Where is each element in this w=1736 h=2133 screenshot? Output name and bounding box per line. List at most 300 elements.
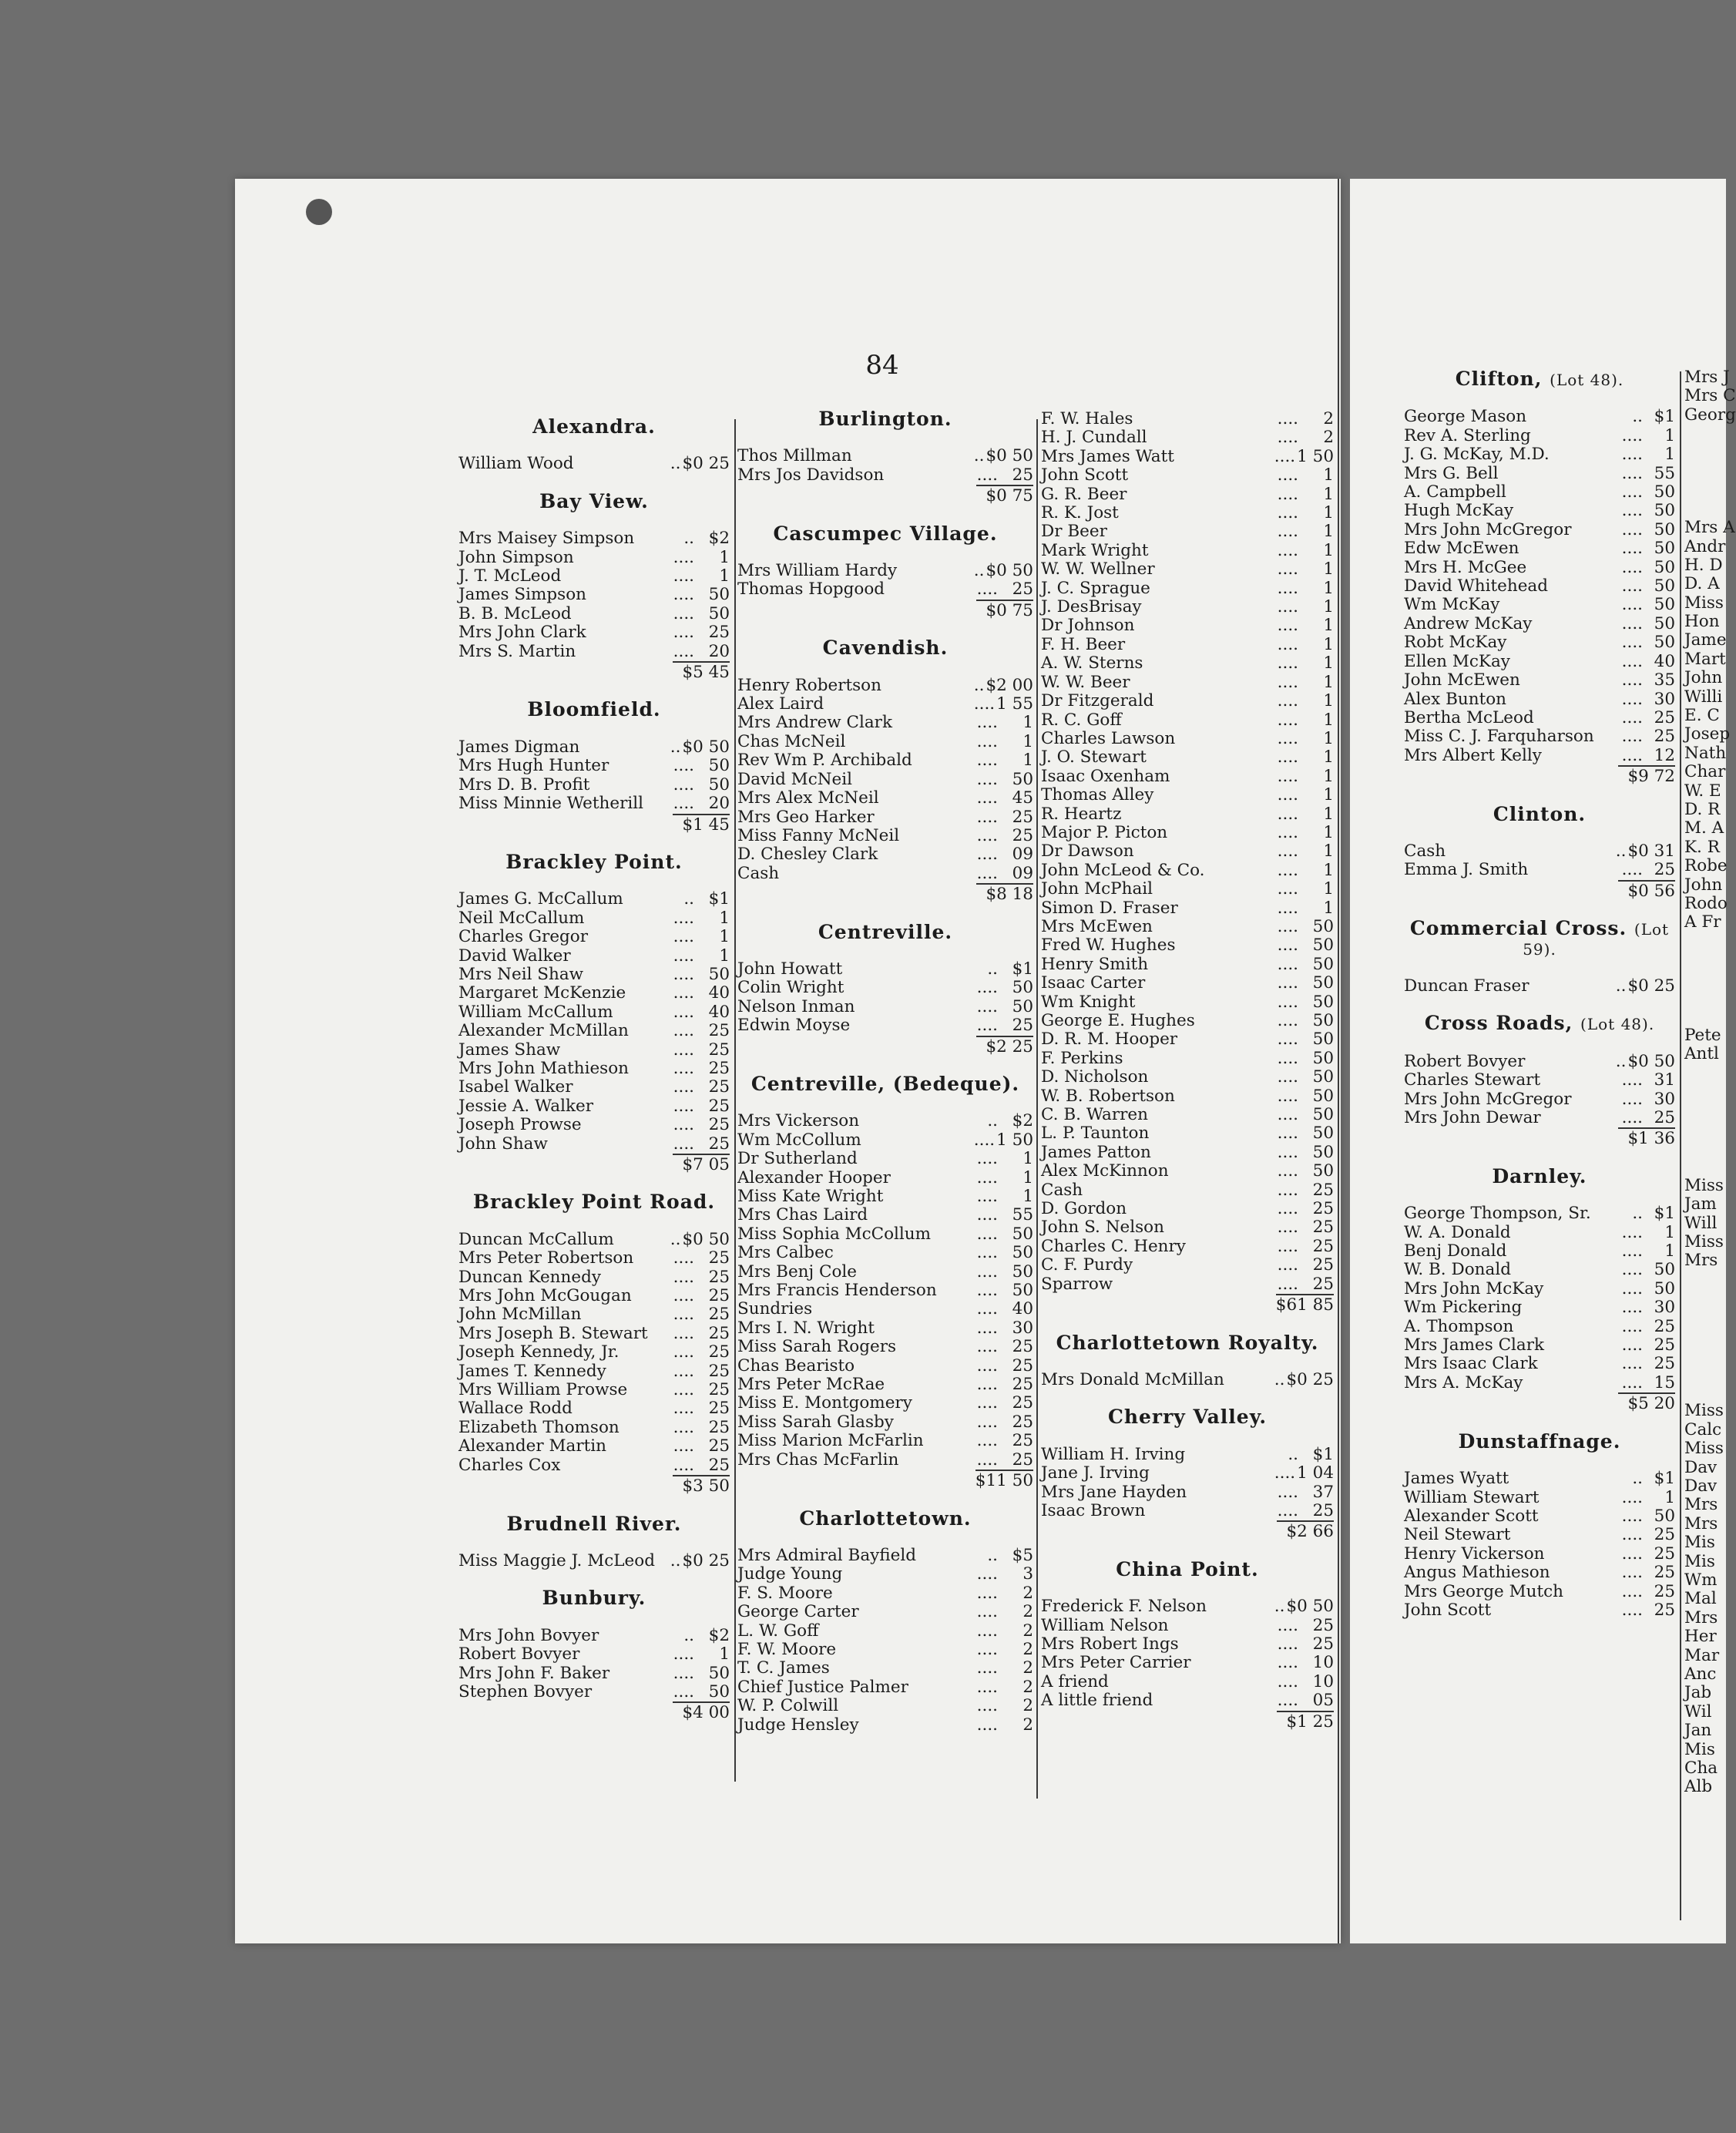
section-heading-text: Clifton, <box>1455 368 1543 390</box>
donor-name: William Wood <box>458 454 574 474</box>
leader-dots: .... <box>673 547 694 567</box>
donor-name: John McLeod & Co. <box>1041 860 1205 880</box>
donation-amount: 50 <box>1312 973 1334 993</box>
donor-row <box>737 808 1033 827</box>
donation-amount: 1 <box>719 927 730 947</box>
donor-row <box>458 1305 730 1324</box>
donor-row <box>1041 1446 1334 1464</box>
section-heading <box>458 1191 730 1214</box>
donation-amount: 50 <box>1654 613 1675 633</box>
section-total-value: $8 18 <box>976 883 1033 904</box>
donation-amount: 50 <box>1654 1506 1675 1526</box>
section-gap <box>737 428 1033 447</box>
donation-amount: 1 <box>1323 747 1334 768</box>
cut-off-name-fragment <box>1684 425 1731 443</box>
donor-row <box>737 1584 1033 1603</box>
donor-name: Stephen Bovyer <box>458 1681 593 1701</box>
leader-dots: .... <box>976 807 998 827</box>
donation-amount: 1 50 <box>996 1130 1033 1150</box>
donor-name: Mrs Admiral Bayfield <box>737 1545 916 1565</box>
donation-amount: 50 <box>1012 1261 1033 1281</box>
donor-name: Mrs William Prowse <box>458 1380 628 1400</box>
leader-dots: .... <box>673 1681 694 1701</box>
leader-dots: .... <box>1621 1372 1643 1392</box>
donor-name: Miss E. Montgomery <box>737 1393 912 1413</box>
donor-row <box>458 984 730 1003</box>
donor-name: Judge Hensley <box>737 1715 859 1735</box>
donation-amount: 50 <box>708 964 730 984</box>
donor-name: R. Heartz <box>1041 804 1122 824</box>
cut-off-name-fragment: Mrs <box>1684 1513 1718 1533</box>
donation-amount: 50 <box>708 603 730 623</box>
leader-dots: .. <box>973 446 985 466</box>
donation-amount: $5 <box>1012 1545 1033 1565</box>
section-total-value: $2 66 <box>1277 1520 1334 1541</box>
donor-row <box>1041 1691 1334 1710</box>
section-heading-text: Darnley. <box>1492 1164 1587 1187</box>
leader-dots: .... <box>1277 1048 1298 1068</box>
donation-amount: 50 <box>1312 935 1334 956</box>
donor-name: John Howatt <box>737 959 843 979</box>
donor-name: Mrs Peter Robertson <box>458 1248 634 1268</box>
donor-name: Joseph Kennedy, Jr. <box>458 1342 620 1362</box>
donation-amount: $0 50 <box>682 1229 730 1249</box>
leader-dots: .... <box>1277 841 1298 862</box>
cut-off-name-fragment <box>1684 970 1731 989</box>
cut-off-name-fragment: D. R <box>1684 799 1721 819</box>
cut-off-name-fragment: Mis <box>1684 1533 1715 1553</box>
donation-amount: 37 <box>1312 1482 1334 1502</box>
cut-off-name-fragment <box>1684 1157 1731 1176</box>
donor-row <box>458 1645 730 1664</box>
donor-row <box>458 1552 730 1570</box>
donor-name: Miss Sarah Rogers <box>737 1337 897 1357</box>
donor-name: Mrs John McGregor <box>1404 1089 1572 1109</box>
leader-dots: .... <box>673 1286 694 1306</box>
donor-row <box>1041 786 1334 804</box>
leader-dots: .... <box>976 1299 998 1319</box>
donation-amount: 50 <box>1654 501 1675 521</box>
donor-name: Mrs Hugh Hunter <box>458 756 609 776</box>
donation-amount: 50 <box>1312 992 1334 1012</box>
donation-amount: 50 <box>1312 1124 1334 1144</box>
leader-dots: .... <box>1621 539 1643 559</box>
donation-amount: 25 <box>1012 1412 1033 1432</box>
leader-dots: .... <box>976 769 998 789</box>
donation-amount: 25 <box>1654 1316 1675 1336</box>
donation-amount: $0 50 <box>986 561 1033 581</box>
donor-name: William McCallum <box>458 1002 613 1022</box>
leader-dots: .... <box>1277 1236 1298 1256</box>
donor-name: Mrs John Mathieson <box>458 1058 629 1078</box>
donation-amount: 50 <box>1012 996 1033 1016</box>
leader-dots: .... <box>1277 1615 1298 1635</box>
section-gap <box>737 1528 1033 1547</box>
leader-dots: .... <box>1621 576 1643 596</box>
leader-dots: .... <box>1277 1218 1298 1238</box>
donor-row <box>458 1060 730 1078</box>
section-gap <box>1404 1034 1675 1053</box>
leader-dots: .... <box>1621 1335 1643 1355</box>
donor-name: Mrs James Clark <box>1404 1335 1545 1355</box>
donor-row <box>1041 636 1334 654</box>
leader-dots: .... <box>1277 597 1298 617</box>
cut-off-name-fragment: Mrs A <box>1684 518 1735 538</box>
donor-row <box>737 1678 1033 1697</box>
donation-amount: 1 <box>1664 1487 1675 1507</box>
donor-name: W. B. Robertson <box>1041 1086 1175 1106</box>
leader-dots: .... <box>1621 1600 1643 1620</box>
donor-row <box>737 562 1033 580</box>
leader-dots: .... <box>976 996 998 1016</box>
donation-amount: 1 <box>1022 1149 1033 1169</box>
donation-amount: 1 <box>1323 616 1334 636</box>
leader-dots: .... <box>1277 935 1298 956</box>
donor-name: Mrs McEwen <box>1041 916 1153 936</box>
donor-row <box>737 1659 1033 1678</box>
leader-dots: .... <box>1621 707 1643 727</box>
donation-amount: 1 <box>1323 653 1334 673</box>
leader-dots: .... <box>1277 578 1298 598</box>
donor-name: G. R. Beer <box>1041 484 1127 504</box>
leader-dots: .... <box>976 731 998 751</box>
donor-name: Wm Knight <box>1041 992 1136 1012</box>
donor-name: Henry Robertson <box>737 675 881 695</box>
donor-row <box>737 447 1033 465</box>
section-total <box>737 485 1033 506</box>
donor-name: Dr Fitzgerald <box>1041 691 1154 711</box>
donor-row <box>737 865 1033 883</box>
donation-amount: 25 <box>1012 1431 1033 1451</box>
donation-amount: 25 <box>1012 807 1033 827</box>
donor-name: Mrs Jos Davidson <box>737 465 885 485</box>
donor-name: Mrs G. Bell <box>1404 463 1499 483</box>
leader-dots: .... <box>1277 916 1298 936</box>
leader-dots: .... <box>1277 672 1298 692</box>
donation-amount: 50 <box>1654 519 1675 539</box>
donor-name: John Simpson <box>458 547 574 567</box>
donation-amount: 25 <box>708 1248 730 1268</box>
cut-off-name-fragment: Dav <box>1684 1457 1718 1477</box>
donation-amount: 25 <box>1654 1600 1675 1620</box>
donation-amount: 2 <box>1022 1602 1033 1622</box>
leader-dots: .... <box>1277 1105 1298 1125</box>
leader-dots: .... <box>673 641 694 661</box>
donor-row <box>1041 1068 1334 1087</box>
donation-amount: 25 <box>708 1286 730 1306</box>
donor-row <box>1404 577 1675 596</box>
donor-row <box>737 771 1033 789</box>
section-total <box>1404 1127 1675 1148</box>
leader-dots: .... <box>1621 557 1643 577</box>
donation-amount: 25 <box>1654 1108 1675 1127</box>
leader-dots: .... <box>1621 445 1643 465</box>
donor-row <box>1041 880 1334 899</box>
leader-dots: .... <box>1277 1067 1298 1087</box>
section-heading-text: Cross Roads, <box>1424 1012 1573 1035</box>
donor-row <box>1041 1464 1334 1483</box>
donor-name: Alexander Martin <box>458 1436 606 1456</box>
donor-row <box>1404 709 1675 727</box>
section-gap <box>458 872 730 890</box>
donor-name: Mrs Chas McFarlin <box>737 1449 899 1470</box>
section-heading-text: Centreville, (Bedeque). <box>750 1072 1020 1095</box>
leader-dots: .... <box>673 1361 694 1381</box>
donor-name: Miss Maggie J. McLeod <box>458 1550 655 1570</box>
donor-row <box>1404 1545 1675 1564</box>
donor-name: Mrs John McGregor <box>1404 519 1572 539</box>
donor-row <box>737 979 1033 997</box>
donor-row <box>458 1268 730 1287</box>
donor-row <box>1404 1336 1675 1355</box>
leader-dots: .... <box>976 1337 998 1357</box>
donor-name: C. F. Purdy <box>1041 1255 1133 1275</box>
donor-name: F. W. Moore <box>737 1639 837 1659</box>
donor-name: D. Gordon <box>1041 1199 1127 1219</box>
donor-row <box>458 1003 730 1022</box>
section-heading <box>458 700 730 719</box>
donor-name: Benj Donald <box>1404 1241 1507 1261</box>
leader-dots: .. <box>670 737 681 757</box>
cut-off-name-fragment: Dav <box>1684 1476 1718 1496</box>
donor-name: Thomas Alley <box>1041 785 1154 805</box>
donor-name: Duncan Fraser <box>1404 976 1529 996</box>
donation-amount: 1 <box>719 547 730 567</box>
donation-amount: 25 <box>1312 1218 1334 1238</box>
section-heading <box>458 850 730 873</box>
donor-name: W. W. Wellner <box>1041 559 1155 579</box>
donor-row <box>458 738 730 757</box>
leader-dots: .... <box>673 1267 694 1287</box>
leader-dots: .... <box>976 1696 998 1716</box>
donation-amount: 50 <box>1312 916 1334 936</box>
donor-row <box>1041 1673 1334 1691</box>
donor-name: Miss C. J. Farquharson <box>1404 727 1594 747</box>
column-rule <box>734 419 736 1782</box>
donor-name: Duncan Kennedy <box>458 1267 602 1287</box>
section-heading <box>1041 1331 1334 1354</box>
donor-name: Chas Bearisto <box>737 1355 855 1376</box>
donor-row <box>1041 1654 1334 1672</box>
section-total-value: $2 25 <box>976 1036 1033 1056</box>
donor-row <box>458 1683 730 1701</box>
leader-dots: .... <box>976 1261 998 1281</box>
donor-name: Miss Fanny McNeil <box>737 825 900 845</box>
donation-amount: 1 <box>1664 1222 1675 1242</box>
donor-name: Mrs Alex McNeil <box>737 788 879 808</box>
section-subheading: (Lot 59). <box>1523 920 1670 959</box>
section-heading-text: Cascumpec Village. <box>773 522 998 545</box>
leader-dots: .... <box>1277 1634 1298 1654</box>
punch-hole <box>306 199 332 225</box>
donor-row <box>1041 1012 1334 1030</box>
donor-row <box>737 1150 1033 1168</box>
donation-amount: 1 <box>1323 484 1334 504</box>
donation-amount: 50 <box>1012 978 1033 998</box>
donation-amount: 25 <box>708 1436 730 1456</box>
section-gap <box>1404 824 1675 842</box>
leader-dots: .... <box>973 694 996 714</box>
section-heading <box>458 415 730 438</box>
donation-amount: 1 <box>1323 804 1334 824</box>
donation-amount: $2 <box>1012 1111 1033 1131</box>
donor-row <box>737 1281 1033 1300</box>
leader-dots: .... <box>1277 1142 1298 1162</box>
donor-row <box>737 1319 1033 1338</box>
donor-name: Edw McEwen <box>1404 539 1519 559</box>
leader-dots: .... <box>673 1058 694 1078</box>
donor-row <box>1404 727 1675 746</box>
donor-row <box>458 605 730 623</box>
donor-row <box>1404 1470 1675 1488</box>
section-heading <box>1404 1014 1675 1033</box>
donor-name: Ellen McKay <box>1404 651 1510 671</box>
leader-dots: .. <box>1632 1469 1643 1489</box>
donor-row <box>1041 1597 1334 1616</box>
donation-amount: 25 <box>708 1058 730 1078</box>
donation-amount: 1 <box>1022 731 1033 751</box>
leader-dots: .. <box>670 1229 681 1249</box>
donation-amount: 25 <box>1012 825 1033 845</box>
donor-row <box>737 1547 1033 1565</box>
donation-amount: 1 <box>1323 822 1334 842</box>
donor-name: Mrs Vickerson <box>737 1111 860 1131</box>
leader-dots: .... <box>1277 1482 1298 1502</box>
cut-off-name-fragment <box>1684 1139 1731 1157</box>
leader-dots: .... <box>1277 954 1298 974</box>
cut-off-name-fragment: Mrs <box>1684 1251 1718 1271</box>
donor-row <box>1404 1583 1675 1601</box>
leader-dots: .... <box>1277 879 1298 899</box>
donation-amount: 25 <box>1012 1375 1033 1395</box>
section-gap <box>458 720 730 738</box>
donation-amount: 50 <box>708 774 730 794</box>
cut-off-name-fragment: Char <box>1684 762 1726 782</box>
section-heading <box>458 1587 730 1610</box>
donor-row <box>737 751 1033 770</box>
donor-row <box>1404 615 1675 633</box>
donor-row <box>1404 1109 1675 1127</box>
donor-row <box>458 586 730 604</box>
leader-dots: .... <box>1621 651 1643 671</box>
donation-amount: 30 <box>1012 1318 1033 1338</box>
donor-name: Dr Dawson <box>1041 841 1134 862</box>
donor-name: Mrs John Clark <box>458 623 586 643</box>
leader-dots: .... <box>976 579 998 600</box>
leader-dots: .... <box>1621 1354 1643 1374</box>
donor-row <box>458 1231 730 1249</box>
cut-off-name-fragment: Miss <box>1684 1401 1724 1421</box>
donation-amount: 50 <box>1312 1105 1334 1125</box>
donation-amount: 50 <box>1312 1067 1334 1087</box>
leader-dots: .... <box>1621 1563 1643 1583</box>
leader-dots: .... <box>1274 1463 1296 1483</box>
donation-amount: 1 <box>1664 1241 1675 1261</box>
section-total-value: $4 00 <box>673 1701 730 1722</box>
cut-off-name-fragment <box>1684 1365 1731 1383</box>
page-number: 84 <box>865 350 899 381</box>
donor-row <box>1404 1507 1675 1526</box>
cut-off-name-fragment: John <box>1684 668 1723 688</box>
donor-name: Mrs Calbec <box>737 1243 834 1263</box>
cut-off-name-fragment <box>1684 951 1731 969</box>
donor-name: D. Chesley Clark <box>737 845 878 865</box>
section-gap <box>1404 959 1675 977</box>
donation-amount: 50 <box>1312 954 1334 974</box>
donor-row <box>1404 521 1675 539</box>
donation-amount: 25 <box>708 1096 730 1116</box>
donor-row <box>1404 671 1675 690</box>
leader-dots: .... <box>1621 1108 1643 1127</box>
cut-off-name-fragment <box>1684 1308 1731 1327</box>
leader-dots: .... <box>673 1342 694 1362</box>
donation-amount: 1 <box>1323 898 1334 918</box>
donor-row <box>737 1187 1033 1206</box>
leader-dots: .... <box>976 1621 998 1641</box>
donation-amount: 25 <box>708 1455 730 1475</box>
donor-name: W. W. Beer <box>1041 672 1130 692</box>
donor-name: James Simpson <box>458 585 586 605</box>
leader-dots: .... <box>1621 1241 1643 1261</box>
section-total-value: $11 50 <box>975 1471 1033 1491</box>
leader-dots: .... <box>673 1248 694 1268</box>
section-total-value: $3 50 <box>673 1475 730 1496</box>
leader-dots: .... <box>673 1040 694 1060</box>
leader-dots: .... <box>976 1564 998 1584</box>
leader-dots: .. <box>1274 1597 1285 1617</box>
leader-dots: .. <box>1615 976 1627 996</box>
donor-name: Mrs Peter Carrier <box>1041 1653 1191 1673</box>
donation-amount: 1 <box>1323 879 1334 899</box>
section-heading-text: Burlington. <box>818 408 952 430</box>
section-heading <box>737 1072 1033 1095</box>
donation-amount: 31 <box>1654 1070 1675 1090</box>
donation-amount: 25 <box>1654 1581 1675 1601</box>
donor-name: Cash <box>737 863 780 883</box>
donor-name: Wm McKay <box>1404 595 1500 615</box>
donor-row <box>1404 861 1675 879</box>
leader-dots: .... <box>976 1375 998 1395</box>
donor-row <box>458 1399 730 1418</box>
donation-amount: $0 50 <box>1627 1051 1675 1071</box>
section-total <box>458 1701 730 1722</box>
section-gap <box>458 1212 730 1231</box>
donor-row <box>1041 1106 1334 1124</box>
donor-row <box>737 1244 1033 1262</box>
section-total-value: $1 36 <box>1618 1127 1675 1148</box>
leader-dots: .... <box>1277 653 1298 673</box>
donor-row <box>1041 730 1334 748</box>
donor-row <box>458 909 730 928</box>
donor-row <box>1041 1483 1334 1502</box>
cut-off-name-fragment <box>1684 1120 1731 1139</box>
cut-off-name-fragment <box>1684 1345 1731 1364</box>
cut-off-name-fragment: Calc <box>1684 1419 1722 1439</box>
cut-off-name-fragment <box>1684 932 1731 951</box>
donor-row <box>458 1022 730 1040</box>
section-heading-text: Bunbury. <box>542 1587 646 1610</box>
leader-dots: .. <box>1615 841 1627 861</box>
leader-dots: .... <box>673 946 694 966</box>
donor-row <box>1041 1162 1334 1181</box>
donor-row <box>1404 1564 1675 1582</box>
donor-name: George Thompson, Sr. <box>1404 1204 1591 1224</box>
cut-off-name-fragment: Miss <box>1684 1175 1724 1195</box>
donor-name: F. S. Moore <box>737 1583 833 1603</box>
donor-name: Mrs Andrew Clark <box>737 713 892 733</box>
cut-off-name-fragment: Josep <box>1684 724 1731 744</box>
donor-name: James Patton <box>1041 1142 1151 1162</box>
